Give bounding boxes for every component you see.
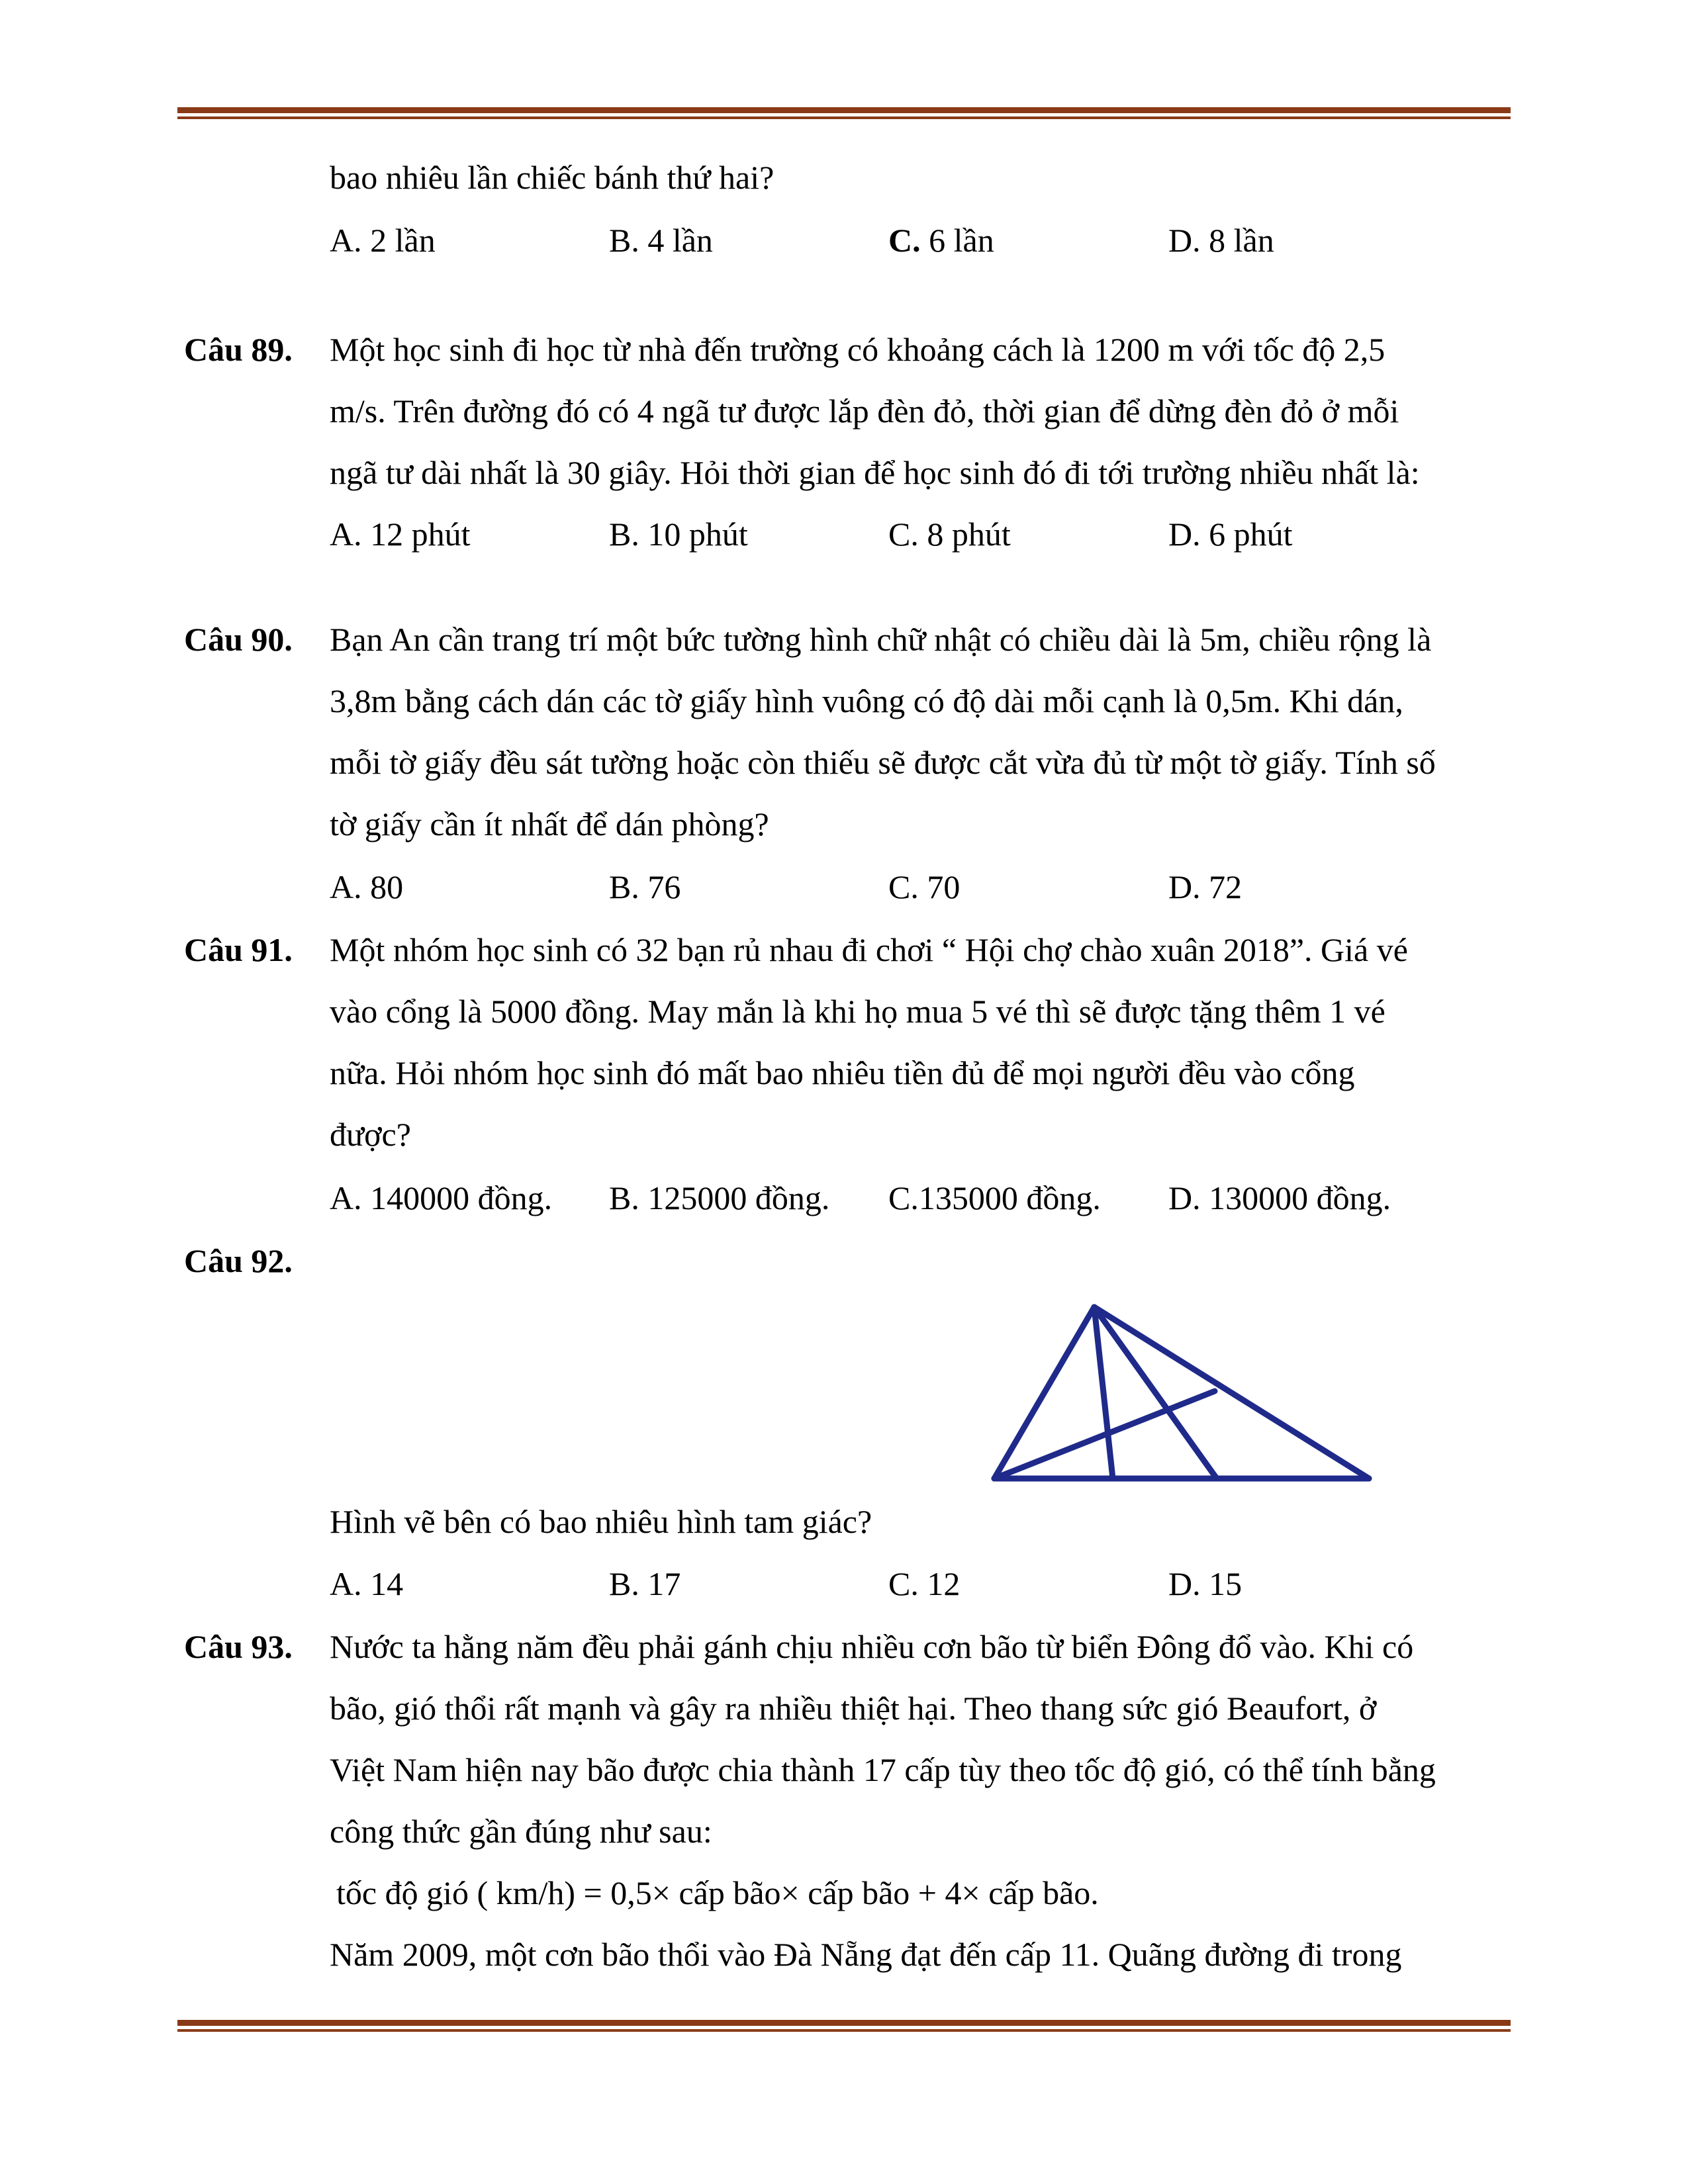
q88-continuation: bao nhiêu lần chiếc bánh thứ hai? <box>330 159 774 196</box>
q88-option-a: A. 2 lần <box>330 222 436 259</box>
q93-line-2: bão, gió thổi rất mạnh và gây ra nhiều thiệt hại. Theo thang sức gió Beaufort, ở <box>330 1690 1377 1727</box>
q89-line-3: ngã tư dài nhất là 30 giây. Hỏi thời gian để học sinh đó đi tới trường nhiều nhất là: <box>330 454 1420 491</box>
q93-line-1: Nước ta hằng năm đều phải gánh chịu nhiều cơn bão từ biển Đông đổ vào. Khi có <box>330 1628 1414 1665</box>
q90-option-a: A. 80 <box>330 868 404 905</box>
footer-rule <box>177 2020 1511 2032</box>
q91-line-2: vào cổng là 5000 đồng. May mắn là khi họ mua 5 vé thì sẽ được tặng thêm 1 vé <box>330 993 1385 1030</box>
q93-formula: tốc độ gió ( km/h) = 0,5× cấp bão× cấp bão + 4× cấp bão. <box>336 1874 1099 1911</box>
q93-line-4: công thức gần đúng như sau: <box>330 1813 712 1850</box>
q90-line-3: mỗi tờ giấy đều sát tường hoặc còn thiếu sẽ được cắt vừa đủ từ một tờ giấy. Tính số <box>330 744 1436 781</box>
q88-option-c <box>888 224 994 257</box>
q91-option-c: C.135000 đồng. <box>888 1179 1101 1216</box>
q89-option-b: B. 10 phút <box>609 516 748 553</box>
q90-line-2: 3,8m bằng cách dán các tờ giấy hình vuông có độ dài mỗi cạnh là 0,5m. Khi dán, <box>330 682 1403 719</box>
q91-line-3: nữa. Hỏi nhóm học sinh đó mất bao nhiêu tiền đủ để mọi người đều vào cổng <box>330 1054 1355 1091</box>
q90-line-4: tờ giấy cần ít nhất để dán phòng? <box>330 805 769 842</box>
q89-option-d: D. 6 phút <box>1168 516 1293 553</box>
q92-label: Câu 92. <box>184 1242 293 1279</box>
q92-question: Hình vẽ bên có bao nhiêu hình tam giác? <box>330 1503 872 1540</box>
q91-label: Câu 91. <box>184 931 293 968</box>
q90-option-d: D. 72 <box>1168 868 1243 905</box>
q89-line-2: m/s. Trên đường đó có 4 ngã tư được lắp đèn đỏ, thời gian để dừng đèn đỏ ở mỗi <box>330 392 1399 430</box>
q92-option-c: C. 12 <box>888 1565 961 1602</box>
q89-line-1: Một học sinh đi học từ nhà đến trường có khoảng cách là 1200 m với tốc độ 2,5 <box>330 331 1385 368</box>
q89-option-a: A. 12 phút <box>330 516 471 553</box>
q90-line-1: Bạn An cần trang trí một bức tường hình chữ nhật có chiều dài là 5m, chiều rộng là <box>330 621 1432 658</box>
q93-last-line: Năm 2009, một cơn bão thổi vào Đà Nẵng đạt đến cấp 11. Quãng đường đi trong <box>330 1936 1402 1973</box>
q92-option-b: B. 17 <box>609 1565 681 1602</box>
triangle-left-side <box>994 1307 1094 1479</box>
q91-line-1: Một nhóm học sinh có 32 bạn rủ nhau đi chơi “ Hội chợ chào xuân 2018”. Giá vé <box>330 931 1408 968</box>
q92-option-d: D. 15 <box>1168 1565 1243 1602</box>
q88-option-b: B. 4 lần <box>609 222 713 259</box>
q88-option-d: D. 8 lần <box>1168 222 1274 259</box>
q89-option-c: C. 8 phút <box>888 516 1011 553</box>
q88-option-c-text: 6 lần <box>920 222 994 259</box>
q90-option-c: C. 70 <box>888 868 961 905</box>
q88-option-c-letter: C. <box>888 222 921 259</box>
q90-option-b: B. 76 <box>609 868 681 905</box>
q90-label: Câu 90. <box>184 621 293 658</box>
triangle-figure <box>986 1297 1383 1482</box>
q93-line-3: Việt Nam hiện nay bão được chia thành 17 cấp tùy theo tốc độ gió, có thể tính bằng <box>330 1751 1436 1788</box>
q92-option-a: A. 14 <box>330 1565 404 1602</box>
q93-label: Câu 93. <box>184 1628 293 1665</box>
q91-line-4: được? <box>330 1116 411 1153</box>
q89-label: Câu 89. <box>184 331 293 368</box>
q91-option-d: D. 130000 đồng. <box>1168 1179 1391 1216</box>
q91-option-b: B. 125000 đồng. <box>609 1179 830 1216</box>
q91-option-a: A. 140000 đồng. <box>330 1179 553 1216</box>
header-rule <box>177 107 1511 119</box>
triangle-right-side <box>1094 1307 1369 1479</box>
